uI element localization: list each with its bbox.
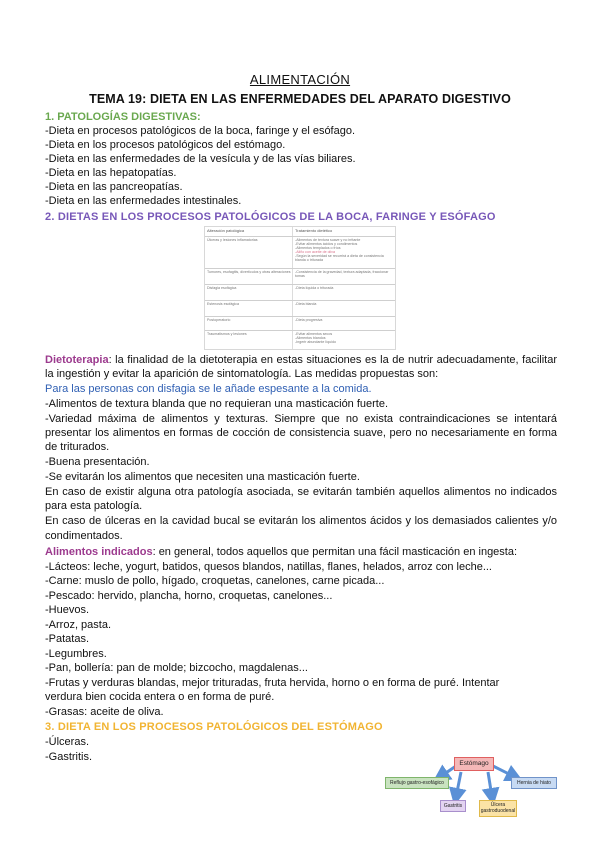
list-item: -Dieta en las pancreopatías. xyxy=(45,181,183,193)
list-item: -Arroz, pasta. xyxy=(45,619,112,631)
blue-note: Para las personas con disfagia se le añade espesante a la comida. xyxy=(45,383,372,395)
list-item: -Dieta en las enfermedades intestinales. xyxy=(45,195,242,207)
list-item: -Grasas: aceite de oliva. xyxy=(45,706,164,718)
page-subtitle: TEMA 19: DIETA EN LAS ENFERMEDADES DEL APARATO DIGESTIVO xyxy=(89,92,511,106)
paragraph-line: -Variedad máxima de alimentos y texturas. Siempre que no exista contraindicaciones se intentará xyxy=(45,413,557,425)
paragraph-line: En caso de existir alguna otra patología asociada, se evitarán también aquellos alimentos no indicados xyxy=(45,486,557,498)
paragraph-line: presentar los alimentos en formas de cocción de consistencia suave, pero no necesariamente en forma xyxy=(45,427,557,439)
alimentos-indicados-label: Alimentos indicados xyxy=(45,546,153,558)
table-cell: -Dieta líquida o triturada xyxy=(295,286,334,290)
page-title: ALIMENTACIÓN xyxy=(249,72,351,87)
diagram-node-gastritis: Gastritis xyxy=(440,800,466,812)
table-header-cell: Alteración patológica xyxy=(207,228,245,233)
text-run: : en general, todos aquellos que permitan una fácil masticación en ingesta: xyxy=(152,546,518,558)
dietoterapia-label: Dietoterapia xyxy=(45,354,109,366)
text-run: : la finalidad de la dietoterapia en estas situaciones es la de nutrir adecuadamente, facilitar xyxy=(108,354,557,366)
list-item: -Dieta en los procesos patológicos del estómago. xyxy=(45,139,286,151)
list-item: -Gastritis. xyxy=(45,751,93,763)
paragraph-line: -Se evitarán los alimentos que necesiten una masticación fuerte. xyxy=(45,471,360,483)
list-item: -Huevos. xyxy=(45,604,90,616)
diagram-node-estomago: Estómago xyxy=(454,757,494,771)
list-item: -Dieta en las hepatopatías. xyxy=(45,167,177,179)
table-cell: -Consistencia de la gravedad, textura adaptada, fraccionar tomas xyxy=(295,270,389,278)
paragraph-line: -Alimentos de textura blanda que no requieran una masticación fuerte. xyxy=(45,398,389,410)
arrow-to-ulcera xyxy=(488,772,492,797)
arrow-to-hernia xyxy=(493,766,515,777)
diagram-node-hernia: Hernia de hiato xyxy=(511,777,557,789)
paragraph-line: condimentados. xyxy=(45,530,123,542)
list-item: -Carne: muslo de pollo, hígado, croquetas, canelones, carne picada... xyxy=(45,575,385,587)
list-item: -Patatas. xyxy=(45,633,90,645)
list-item: -Dieta en las enfermedades de la vesícula y de las vías biliares. xyxy=(45,153,356,165)
table-cell-line: -Aliño con aceite de oliva xyxy=(295,250,335,254)
list-item: -Legumbres. xyxy=(45,648,107,660)
list-item: -Úlceras. xyxy=(45,736,90,748)
list-item: -Dieta en procesos patológicos de la boca, faringe y el esófago. xyxy=(45,125,356,137)
paragraph-line: -Buena presentación. xyxy=(45,456,150,468)
table-cell: Postoperatorio xyxy=(207,318,231,322)
arrow-to-gastritis xyxy=(456,772,461,797)
list-item: -Lácteos: leche, yogurt, batidos, quesos blandos, natillas, flanes, helados, arroz con leche... xyxy=(45,561,492,573)
table-cell: -Dieta progresiva xyxy=(295,318,323,322)
paragraph-line: la ingestión y evitar la aparición de sintomatología. Las medidas propuestas son: xyxy=(45,368,439,380)
table-cell: Traumatismos y lesiones xyxy=(207,332,247,336)
list-item: -Pan, bollería: pan de molde; bizcocho, magdalenas... xyxy=(45,662,308,674)
list-item: -Pescado: hervido, plancha, horno, croquetas, canelones... xyxy=(45,590,333,602)
diagram-node-reflujo: Reflujo gastro-esofágico xyxy=(385,777,449,789)
table-cell-line: -Evitar alimentos secos xyxy=(295,332,333,336)
table-cell-line: -Ingerir abundante líquido xyxy=(295,340,336,344)
table-cell-line: -Alimentos templados o fríos xyxy=(295,246,341,250)
table-cell: Tumores, esofagitis, divertículos y otras alteraciones xyxy=(207,270,291,274)
table-cell-line: -Alimentos de textura suave y no irritante xyxy=(295,238,361,242)
section1-heading: 1. PATOLOGÍAS DIGESTIVAS: xyxy=(45,111,201,123)
paragraph-line: En caso de úlceras en la cavidad bucal se evitarán los alimentos ácidos y los demasiados calientes y/o xyxy=(45,515,557,527)
table-cell: Disfagia esofágica xyxy=(207,286,237,290)
table-cell-line: -Según la severidad se recurrirá a dieta de consistencia blanda o triturada xyxy=(295,254,384,262)
section3-heading: 3. DIETA EN LOS PROCESOS PATOLÓGICOS DEL ESTÓMAGO xyxy=(45,721,383,733)
section2-heading: 2. DIETAS EN LOS PROCESOS PATOLÓGICOS DE LA BOCA, FARINGE Y ESÓFAGO xyxy=(45,211,496,223)
list-item: verdura bien cocida entera o en forma de puré. xyxy=(45,691,275,703)
paragraph-line: de triturados. xyxy=(45,441,110,453)
paragraph-line: para esta patología. xyxy=(45,500,143,512)
table-cell: Estenosis esofágica xyxy=(207,302,239,306)
table-cell-line: -Alimentos blandos xyxy=(295,336,326,340)
table-cell-line: -Evitar alimentos ácidos y condimentos xyxy=(295,242,358,246)
table-header-cell: Tratamiento dietético xyxy=(295,228,333,233)
list-item: -Frutas y verduras blandas, mejor trituradas, fruta hervida, horno o en forma de puré. Intentar xyxy=(45,677,500,689)
diagram-node-ulcera: Úlcera gastroduodenal xyxy=(479,800,517,817)
table-cell: Úlceras y lesiones inflamatorias xyxy=(207,238,258,242)
table-cell: -Dieta blanda xyxy=(295,302,317,306)
